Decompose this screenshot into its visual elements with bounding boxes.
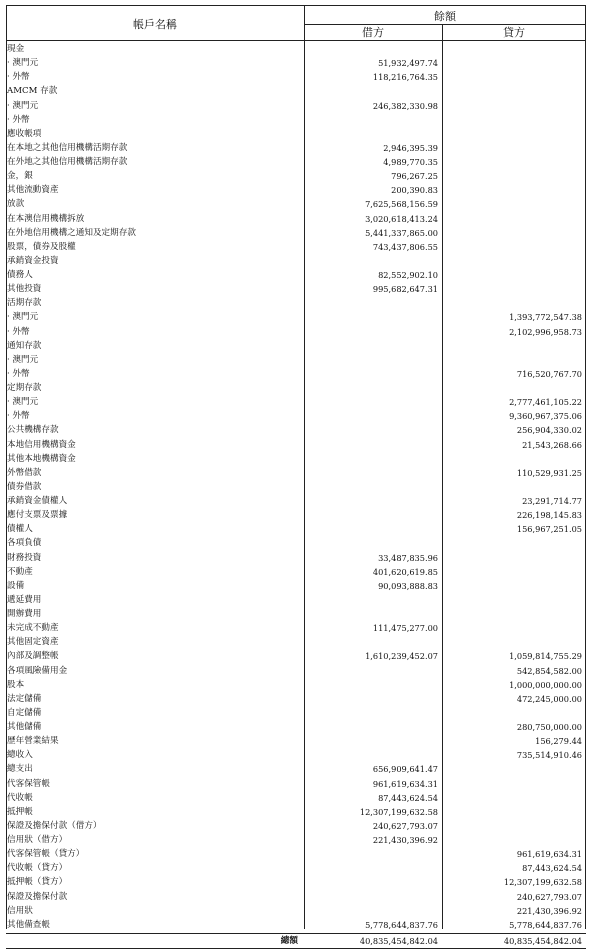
credit-cell: 9,360,967,375.06 (509, 411, 582, 422)
account-name-cell: 總收入 (7, 750, 33, 761)
table-row (6, 847, 586, 861)
account-name-cell: · 外幣 (7, 72, 30, 83)
account-name-cell: 設備 (7, 580, 25, 591)
debit-cell: 743,437,806.55 (372, 241, 438, 252)
account-name-cell: 其他固定資產 (7, 637, 59, 648)
table-row (6, 579, 586, 593)
debit-cell: 246,382,330.98 (372, 100, 438, 111)
account-name-cell: 應付支票及票據 (7, 510, 68, 521)
account-name-cell: 活期存款 (7, 298, 42, 309)
account-name-cell: · 澳門元 (7, 354, 39, 365)
table-row (6, 833, 586, 847)
account-name-cell: 其他投資 (7, 284, 42, 295)
account-name-cell: 在本地之其他信用機構活期存款 (7, 142, 128, 153)
account-name-cell: 金，銀 (7, 171, 33, 182)
credit-cell: 1,000,000,000.00 (509, 679, 582, 690)
debit-cell: 656,909,641.47 (372, 764, 438, 775)
account-name-cell: 抵押帳 (7, 806, 33, 817)
table-row (6, 466, 586, 480)
debit-cell: 3,020,618,413.24 (365, 213, 438, 224)
table-row (6, 635, 586, 649)
table-row (6, 155, 586, 169)
credit-cell: 110,529,931.25 (516, 467, 582, 478)
table-row (6, 748, 586, 762)
debit-cell: 796,267.25 (391, 171, 438, 182)
credit-cell: 87,443,624.54 (522, 863, 582, 874)
debit-cell: 111,475,277.00 (372, 623, 438, 634)
account-name-cell: 現金 (7, 44, 25, 54)
table-row (6, 141, 586, 155)
account-name-cell: 通知存款 (7, 340, 42, 351)
account-name-cell: · 外幣 (7, 411, 30, 422)
credit-cell: 23,291,714.77 (522, 496, 582, 506)
debit-cell: 7,625,568,156.59 (365, 199, 438, 210)
credit-header: 貸方 (503, 26, 525, 39)
table-row (6, 819, 586, 833)
account-name-cell: · 澳門元 (7, 312, 39, 323)
table-row (6, 791, 586, 805)
total-credit: 40,835,454,842.04 (503, 936, 582, 947)
account-name-cell: 在外地信用機構之通知及定期存款 (7, 227, 136, 238)
table-row (6, 607, 586, 621)
account-name-cell: 債務人 (7, 270, 33, 280)
top-rule (6, 5, 586, 6)
table-row (6, 254, 586, 268)
table-row (6, 734, 586, 748)
account-name-cell: 財務投資 (7, 552, 42, 563)
table-row (6, 664, 586, 678)
account-name-cell: 放款 (7, 199, 25, 210)
credit-cell: 542,854,582.00 (516, 665, 582, 676)
total-debit: 40,835,454,842.04 (359, 936, 438, 947)
account-name-cell: 其他備查帳 (7, 919, 50, 930)
table-row (6, 113, 586, 127)
table-row (6, 777, 586, 791)
table-row (6, 169, 586, 183)
account-name-cell: 不動產 (7, 566, 33, 577)
debit-cell: 2,946,395.39 (383, 142, 438, 153)
account-name-cell: 信用狀（借方） (7, 835, 68, 845)
account-name-cell: 內部及調整帳 (7, 651, 59, 662)
table-row (6, 310, 586, 324)
table-row (6, 593, 586, 607)
table-row (6, 212, 586, 226)
credit-cell: 221,430,396.92 (516, 905, 582, 916)
account-name-cell: 在外地之其他信用機構活期存款 (7, 157, 128, 167)
account-name-cell: · 澳門元 (7, 100, 39, 111)
credit-cell: 735,514,910.46 (516, 750, 582, 761)
debit-cell: 87,443,624.54 (378, 792, 438, 803)
account-name-cell: 承銷資金投資 (7, 255, 59, 266)
table-row (6, 904, 586, 918)
account-name-cell: 債券借款 (7, 481, 42, 492)
debit-cell: 1,610,239,452.07 (365, 651, 438, 662)
table-row (6, 494, 586, 508)
table-row (6, 56, 586, 70)
account-name-cell: 債權人 (7, 524, 33, 535)
debit-cell: 33,487,835.96 (378, 552, 438, 563)
account-name-cell: · 外幣 (7, 368, 30, 379)
credit-cell: 961,619,634.31 (516, 849, 582, 860)
account-name-cell: 代客保管帳（貸方） (7, 849, 85, 860)
credit-cell: 2,777,461,105.22 (509, 397, 582, 408)
account-name-cell: AMCM 存款 (7, 86, 58, 97)
credit-cell: 1,393,772,547.38 (509, 312, 582, 323)
table-row (6, 409, 586, 423)
table-row (6, 706, 586, 720)
account-name-cell: 法定儲備 (7, 693, 42, 704)
credit-cell: 280,750,000.00 (516, 722, 582, 732)
account-name-cell: 開辦費用 (7, 609, 42, 619)
debit-cell: 118,216,764.35 (372, 72, 438, 83)
account-name-header: 帳戶名稱 (133, 17, 177, 31)
credit-cell: 1,059,814,755.29 (509, 651, 582, 662)
table-row (6, 522, 586, 536)
debit-cell: 5,441,337,865.00 (365, 227, 438, 238)
table-row (6, 508, 586, 522)
table-row (6, 438, 586, 452)
table-row (6, 678, 586, 692)
account-name-cell: 其他本地機構資金 (7, 453, 76, 464)
account-name-cell: 定期存款 (7, 383, 42, 393)
account-name-cell: 外幣借款 (7, 467, 42, 478)
account-name-cell: 總支出 (7, 764, 33, 775)
debit-cell: 240,627,793.07 (372, 820, 438, 831)
account-name-cell: 其他儲備 (7, 722, 42, 732)
table-row (6, 367, 586, 381)
debit-cell: 995,682,647.31 (372, 284, 438, 295)
credit-cell: 12,307,199,632.58 (503, 877, 582, 888)
credit-cell: 716,520,767.70 (516, 368, 582, 379)
table-row (6, 452, 586, 466)
account-name-cell: 抵押帳（貸方） (7, 877, 68, 888)
table-row (6, 480, 586, 494)
table-row (6, 84, 586, 98)
table-row (6, 99, 586, 113)
table-row (6, 918, 586, 932)
account-name-cell: 信用狀 (7, 905, 33, 916)
total-label: 總額 (280, 936, 298, 947)
account-name-cell: 其他流動資產 (7, 185, 59, 196)
account-name-cell: 未完成不動產 (7, 623, 59, 634)
account-name-cell: · 澳門元 (7, 58, 39, 69)
account-name-cell: 各項風險備用金 (7, 665, 68, 676)
total-row (6, 934, 586, 948)
credit-cell: 472,245,000.00 (516, 693, 582, 704)
table-row (6, 240, 586, 254)
table-row (6, 551, 586, 565)
account-name-cell: · 澳門元 (7, 397, 39, 408)
debit-cell: 401,620,619.85 (372, 566, 438, 577)
credit-cell: 156,967,251.05 (516, 524, 582, 535)
account-name-cell: 在本澳信用機構拆放 (7, 213, 85, 224)
table-row (6, 197, 586, 211)
credit-cell: 2,102,996,958.73 (509, 326, 582, 337)
table-row (6, 565, 586, 579)
debit-cell: 221,430,396.92 (372, 835, 438, 845)
account-name-cell: 遞延費用 (7, 594, 42, 605)
account-name-cell: 代收帳 (7, 792, 33, 803)
account-name-cell: 股票，債券及股權 (7, 241, 76, 252)
debit-cell: 5,778,644,837.76 (365, 919, 438, 930)
account-name-cell: · 外幣 (7, 114, 30, 125)
debit-cell: 82,552,902.10 (378, 270, 438, 280)
credit-cell: 256,904,330.02 (516, 425, 582, 436)
table-row (6, 268, 586, 282)
table-row (6, 70, 586, 84)
table-row (6, 325, 586, 339)
account-rows (6, 42, 586, 932)
account-name-cell: 歷年營業結果 (7, 736, 59, 747)
table-row (6, 692, 586, 706)
table-row (6, 127, 586, 141)
debit-cell: 4,989,770.35 (383, 157, 438, 167)
account-name-cell: 股本 (7, 679, 25, 690)
table-row (6, 282, 586, 296)
table-row (6, 42, 586, 56)
account-name-cell: 應收帳項 (7, 128, 42, 139)
credit-cell: 226,198,145.83 (516, 510, 582, 521)
credit-cell: 240,627,793.07 (516, 891, 582, 902)
account-name-cell: 自定儲備 (7, 707, 42, 718)
table-row (6, 339, 586, 353)
debit-cell: 200,390.83 (391, 185, 438, 196)
debit-cell: 90,093,888.83 (378, 580, 438, 591)
trial-balance-sheet (6, 5, 586, 947)
debit-cell: 961,619,634.31 (372, 778, 438, 789)
credit-cell: 5,778,644,837.76 (509, 919, 582, 930)
account-name-cell: 公共機構存款 (7, 425, 59, 436)
account-name-cell: 保證及擔保付款 (7, 891, 68, 902)
table-row (6, 762, 586, 776)
table-row (6, 353, 586, 367)
table-row (6, 720, 586, 734)
table-row (6, 423, 586, 437)
debit-header: 借方 (362, 26, 384, 39)
table-row (6, 890, 586, 904)
table-row (6, 875, 586, 889)
table-row (6, 381, 586, 395)
table-row (6, 805, 586, 819)
table-row (6, 536, 586, 550)
balance-header: 餘額 (304, 7, 586, 25)
table-row (6, 621, 586, 635)
table-header (6, 7, 586, 41)
table-row (6, 395, 586, 409)
table-row (6, 226, 586, 240)
account-name-cell: 各項負債 (7, 538, 42, 549)
account-name-cell: 代收帳（貸方） (7, 863, 68, 874)
account-name-cell: 保證及擔保付款（借方） (7, 820, 102, 831)
account-name-cell: · 外幣 (7, 326, 30, 337)
account-name-cell: 本地信用機構資金 (7, 439, 76, 450)
table-row (6, 296, 586, 310)
credit-cell: 156,279.44 (535, 736, 582, 747)
table-row (6, 861, 586, 875)
account-name-cell: 代客保管帳 (7, 778, 50, 789)
table-row (6, 649, 586, 663)
table-row (6, 183, 586, 197)
debit-cell: 12,307,199,632.58 (359, 806, 438, 817)
debit-cell: 51,932,497.74 (378, 58, 438, 69)
account-name-cell: 承銷資金債權人 (7, 496, 68, 506)
credit-cell: 21,543,268.66 (522, 439, 582, 450)
